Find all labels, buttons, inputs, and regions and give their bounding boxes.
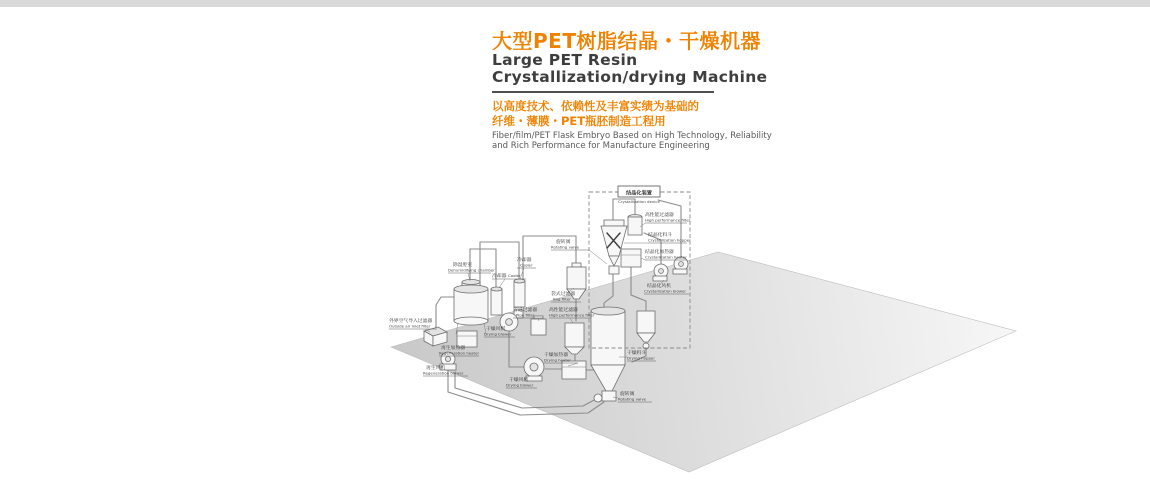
svg-text:冷却器: 冷却器 xyxy=(517,258,532,263)
svg-text:High performance filter: High performance filter xyxy=(549,312,595,318)
svg-text:Rotating valve: Rotating valve xyxy=(618,396,647,402)
device-box-title-en: Crystallization device xyxy=(618,199,660,204)
svg-text:干燥加热器: 干燥加热器 xyxy=(544,353,568,358)
svg-text:除湿腔室: 除湿腔室 xyxy=(453,263,473,268)
svg-text:袋式过滤器: 袋式过滤器 xyxy=(551,292,575,297)
svg-text:Rotating valve: Rotating valve xyxy=(551,244,580,250)
svg-text:高性能过滤器: 高性能过滤器 xyxy=(645,213,674,218)
svg-text:Crystallization heater: Crystallization heater xyxy=(645,254,687,260)
page-title-zh: 大型PET树脂结晶・干燥机器 xyxy=(492,29,761,53)
svg-text:Outside air inlet filter: Outside air inlet filter xyxy=(389,323,431,329)
regeneration-heater-graphic xyxy=(457,331,477,347)
tagline-en-line2: and Rich Performance for Manufacture Engineering xyxy=(492,141,710,151)
page-title-en-line1: Large PET Resin xyxy=(492,51,638,69)
cooler-graphic-right xyxy=(514,279,525,307)
svg-text:干燥料斗: 干燥料斗 xyxy=(627,351,647,356)
platform xyxy=(391,252,1016,472)
svg-text:Drying hopper: Drying hopper xyxy=(627,355,655,361)
drying-heater-graphic xyxy=(562,361,586,379)
svg-text:Cooler: Cooler xyxy=(508,273,521,278)
svg-text:干燥风机: 干燥风机 xyxy=(486,327,506,332)
device-box-title-zh: 结晶化装置 xyxy=(626,190,652,197)
svg-text:Crystallization blower: Crystallization blower xyxy=(644,288,687,294)
high-performance-filter-top-graphic xyxy=(628,215,642,236)
svg-text:冷却器: 冷却器 xyxy=(492,274,507,279)
svg-text:高性能过滤器: 高性能过滤器 xyxy=(549,308,578,313)
svg-text:Drying blower: Drying blower xyxy=(484,331,512,337)
svg-text:干燥风机: 干燥风机 xyxy=(509,378,529,383)
svg-text:再生风机: 再生风机 xyxy=(426,366,446,371)
svg-text:Dehumidifying chamber: Dehumidifying chamber xyxy=(448,267,495,273)
cooler-graphic-left xyxy=(491,287,502,315)
svg-text:High performance filter: High performance filter xyxy=(645,217,691,223)
outside-air-filter-graphic xyxy=(424,327,447,346)
tagline-zh-line1: 以高度技术、依赖性及丰富实绩为基础的 xyxy=(492,99,699,113)
tagline-en-line1: Fiber/film/PET Flask Embryo Based on High Technology, Reliability xyxy=(492,131,772,141)
label-rotating-valve-top xyxy=(551,238,607,264)
svg-text:外界空气导入过滤器: 外界空气导入过滤器 xyxy=(389,319,433,324)
svg-text:Crystallization hopper: Crystallization hopper xyxy=(648,237,691,243)
tagline-zh-line2: 纤维・薄膜・PET瓶胚制造工程用 xyxy=(492,113,666,128)
svg-text:再生加热器: 再生加热器 xyxy=(441,346,465,351)
svg-text:结晶化加热器: 结晶化加热器 xyxy=(645,250,674,255)
svg-text:Cooler: Cooler xyxy=(520,262,533,268)
svg-text:Regeneration heater: Regeneration heater xyxy=(439,350,480,356)
svg-text:Pipe filter: Pipe filter xyxy=(516,312,535,318)
svg-text:Bag filter: Bag filter xyxy=(553,296,571,302)
svg-text:结晶化料斗: 结晶化料斗 xyxy=(648,233,672,238)
svg-text:旋转阀: 旋转阀 xyxy=(620,392,635,397)
label-dehumidifying-chamber xyxy=(448,261,495,281)
label-high-performance-filter-top xyxy=(640,211,691,227)
svg-text:Drying heater: Drying heater xyxy=(544,357,571,363)
svg-text:管道过滤器: 管道过滤器 xyxy=(513,308,537,313)
svg-text:Regeneration blower: Regeneration blower xyxy=(423,370,464,376)
crystallization-heater-graphic xyxy=(621,249,641,267)
page-title-en-line2: Crystallization/drying Machine xyxy=(492,68,768,86)
svg-text:旋转阀: 旋转阀 xyxy=(556,240,571,245)
svg-text:结晶化风机: 结晶化风机 xyxy=(647,284,671,289)
svg-text:Drying blower: Drying blower xyxy=(506,382,534,388)
high-performance-filter-center-graphic xyxy=(565,323,584,354)
label-crystallization-heater xyxy=(641,248,687,260)
